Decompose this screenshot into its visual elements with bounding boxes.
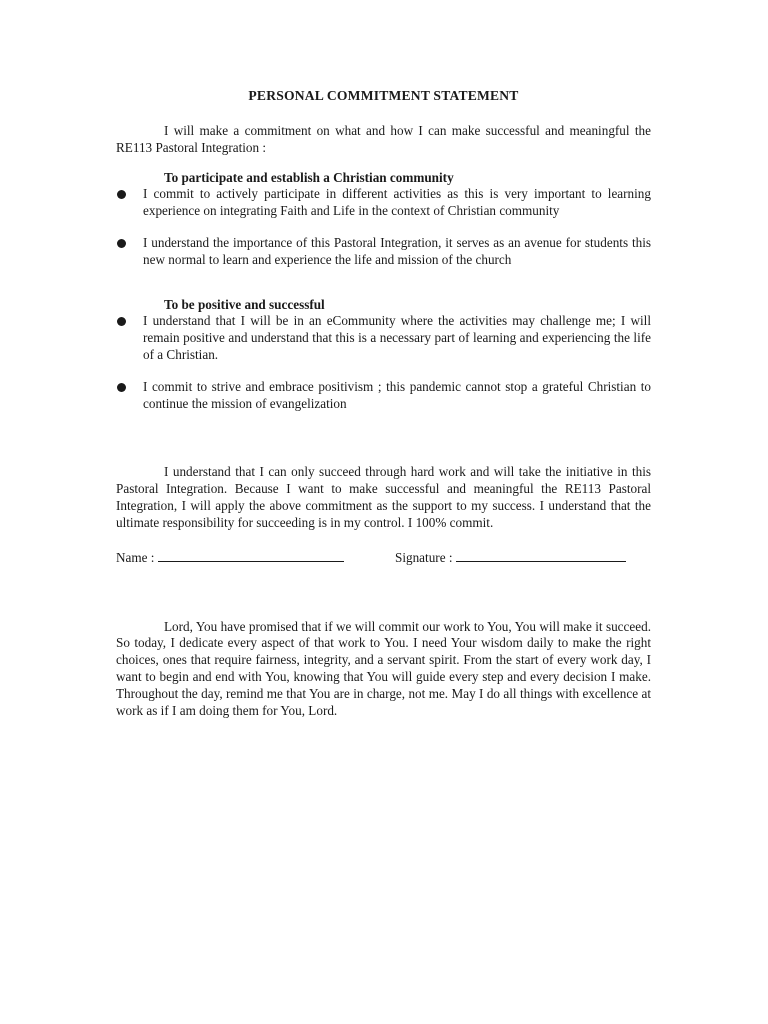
name-field xyxy=(116,548,344,567)
name-label: Name : xyxy=(116,549,155,565)
signature-row xyxy=(116,548,651,566)
bullet-dot-icon xyxy=(117,190,126,199)
bullet-dot-icon xyxy=(117,317,126,326)
section-heading-positive: To be positive and successful xyxy=(164,296,325,312)
document-title: PERSONAL COMMITMENT STATEMENT xyxy=(248,88,519,103)
bullet-text: I commit to actively participate in different activities as this is very important to learning experience on integrating Faith and Life in the context of Christian community xyxy=(143,186,651,219)
intro-paragraph: I will make a commitment on what and how I can make successful and meaningful the RE113 Pastoral Integration : xyxy=(116,123,651,155)
section-heading-community: To participate and establish a Christian community xyxy=(164,169,454,185)
bullet-list-positive xyxy=(116,313,651,412)
signature-label: Signature : xyxy=(395,549,453,565)
bullet-dot-icon xyxy=(117,239,126,248)
prayer-paragraph: Lord, You have promised that if we will commit our work to You, You will make it succeed. So today, I dedicate every aspect of that work to You. I need Your wisdom daily to make the right choices, ones that require fairness, integrity, and a servant spirit. From the start of every work day, I want to begin and end with You, knowing that You will guide every step and every decision I make. Throughout the day, remind me that You are in charge, not me. May I do all things with excellence at work as if I am doing them for You, Lord. xyxy=(116,618,651,718)
name-input-line[interactable] xyxy=(158,548,344,562)
bullet-item xyxy=(116,379,651,413)
document-body xyxy=(116,88,651,719)
bullet-text: I commit to strive and embrace positivism ; this pandemic cannot stop a grateful Christian to continue the mission of evangelization xyxy=(143,378,651,411)
bullet-dot-icon xyxy=(117,383,126,392)
bullet-text: I understand the importance of this Pastoral Integration, it serves as an avenue for students this new normal to learn and experience the life and mission of the church xyxy=(143,234,651,267)
bullet-item xyxy=(116,186,651,220)
closing-paragraph: I understand that I can only succeed through hard work and will take the initiative in this Pastoral Integration. Because I want to make successful and meaningful the RE113 Pastoral Integration, I will apply the above commitment as the support to my success. I understand that the ultimate responsibility for succeeding is in my control. I 100% commit. xyxy=(116,464,651,530)
bullet-list-community xyxy=(116,186,651,268)
bullet-text: I understand that I will be in an eCommunity where the activities may challenge me; I will remain positive and understand that this is a necessary part of learning and experiencing the life of a Christian. xyxy=(143,313,651,362)
signature-field xyxy=(395,548,626,567)
bullet-item xyxy=(116,235,651,269)
signature-input-line[interactable] xyxy=(456,548,626,562)
bullet-item xyxy=(116,313,651,363)
